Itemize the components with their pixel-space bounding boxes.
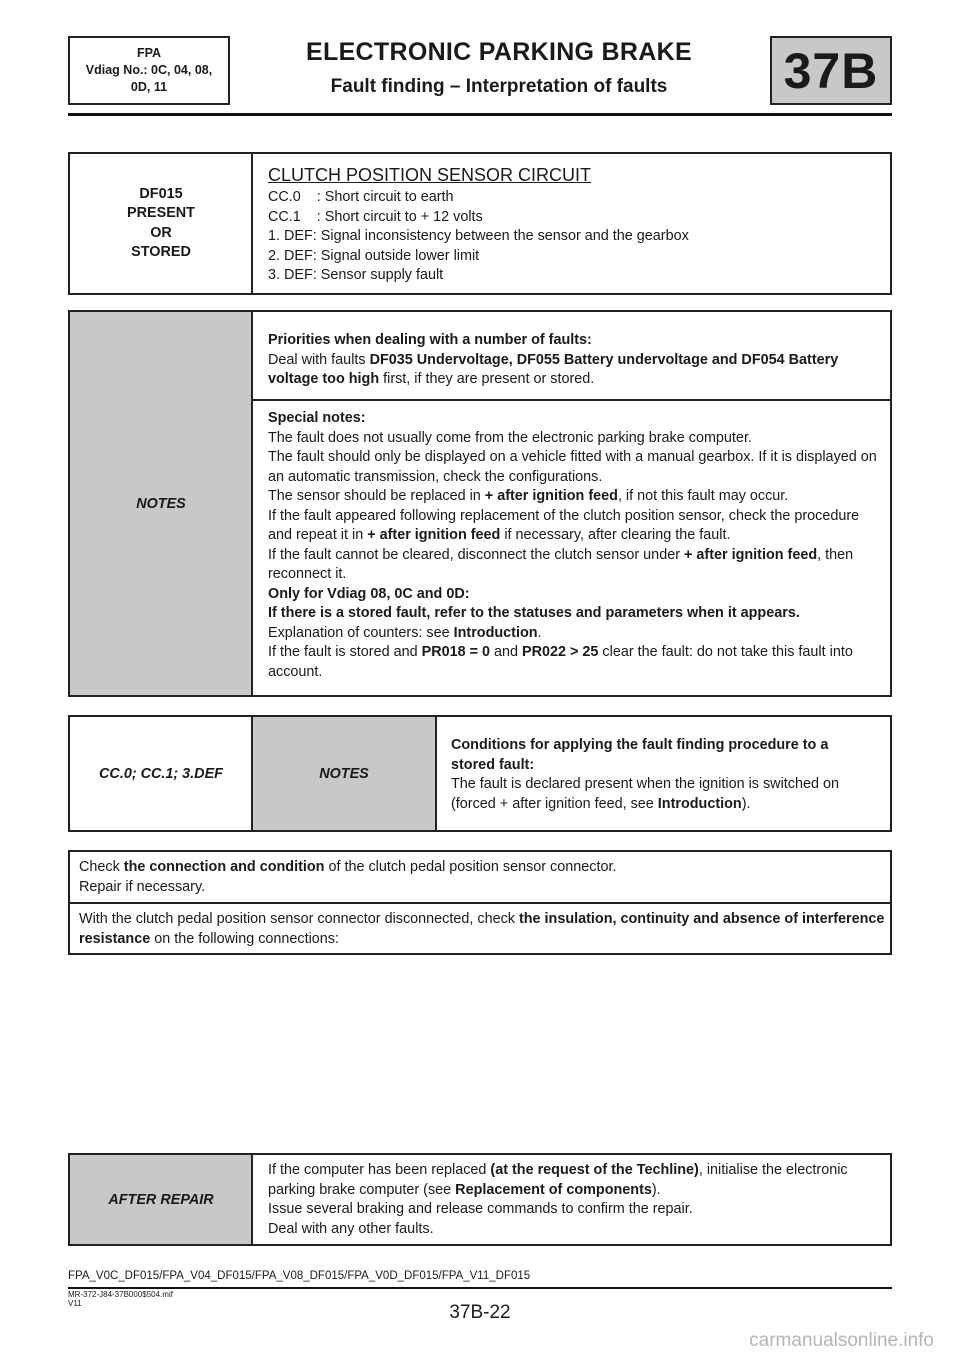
special-note: The fault does not usually come from the electronic parking brake computer. bbox=[268, 429, 752, 446]
text: , then reconnect it. bbox=[268, 546, 854, 582]
text: ). bbox=[741, 795, 751, 812]
special-note bbox=[268, 624, 878, 644]
text: With the clutch pedal position sensor connector disconnected, check bbox=[79, 911, 519, 927]
notes-divider bbox=[251, 312, 253, 695]
section-code: 37B bbox=[783, 42, 879, 99]
conditions-heading: Conditions for applying the fault finding procedure to a stored fault: bbox=[451, 737, 829, 773]
priorities-text bbox=[268, 351, 878, 390]
vehicle-code: FPA bbox=[136, 46, 162, 60]
text: . bbox=[537, 624, 542, 641]
bold-text: the connection and condition bbox=[123, 859, 325, 875]
after-repair-divider bbox=[251, 1155, 253, 1244]
bold-text: (at the request of the Techline) bbox=[490, 1162, 699, 1178]
conditions-codes: CC.0; CC.1; 3.DEF bbox=[99, 765, 223, 782]
conditions-codes-cell bbox=[70, 717, 252, 830]
text: If the computer has been replaced bbox=[268, 1162, 491, 1178]
special-note bbox=[268, 546, 878, 585]
notes-box bbox=[68, 310, 892, 697]
fault-id: DF015 bbox=[139, 185, 183, 202]
fault-line: 1. DEF: Signal inconsistency between the sensor and the gearbox bbox=[268, 228, 689, 244]
bold-text: Introduction bbox=[657, 795, 742, 812]
priorities-heading: Priorities when dealing with a number of faults: bbox=[268, 332, 592, 348]
after-repair-text bbox=[268, 1161, 878, 1239]
after-repair-label: AFTER REPAIR bbox=[108, 1191, 214, 1208]
fault-line: CC.0 : Short circuit to earth bbox=[268, 189, 454, 205]
fault-id-cell bbox=[70, 154, 252, 293]
priorities-section bbox=[268, 331, 878, 390]
check-line bbox=[79, 858, 879, 878]
special-note bbox=[268, 643, 878, 682]
after-repair-line: Issue several braking and release commands to confirm the repair. bbox=[268, 1201, 693, 1217]
special-note bbox=[268, 487, 878, 507]
notes-row-divider bbox=[253, 399, 890, 401]
text: The sensor should be replaced in bbox=[268, 488, 485, 504]
bold-text: Introduction bbox=[453, 624, 538, 641]
footer-reference: FPA_V0C_DF015/FPA_V04_DF015/FPA_V08_DF015/FPA_V0D_DF015/FPA_V11_DF015 bbox=[68, 1270, 531, 1282]
text: of the clutch pedal position sensor connector. bbox=[324, 859, 617, 875]
fault-line: 2. DEF: Signal outside lower limit bbox=[268, 247, 480, 264]
conditions-body bbox=[451, 775, 871, 814]
notes-label-cell bbox=[70, 312, 252, 695]
special-note: If there is a stored fault, refer to the statuses and parameters when it appears. bbox=[268, 605, 800, 621]
section-code-box bbox=[770, 36, 892, 105]
footer-doc-id: MR-372-J84-37B000$504.mif bbox=[68, 1290, 173, 1299]
footer-rule bbox=[68, 1287, 892, 1289]
fault-line: CC.1 : Short circuit to + 12 volts bbox=[268, 208, 483, 225]
bold-text: PR022 > 25 bbox=[522, 644, 599, 660]
after-repair-box bbox=[68, 1153, 892, 1246]
text: on the following connections: bbox=[150, 930, 340, 947]
text: If the fault is stored and bbox=[268, 644, 422, 660]
check-line: Repair if necessary. bbox=[79, 878, 206, 895]
page-number: 37B-22 bbox=[449, 1302, 511, 1323]
bold-text: the insulation, continuity and absence of interference resistance bbox=[79, 911, 885, 947]
notes-label: NOTES bbox=[136, 495, 186, 512]
text: ). bbox=[651, 1181, 661, 1198]
after-repair-label-cell bbox=[70, 1155, 252, 1244]
text: , if not this fault may occur. bbox=[617, 488, 789, 504]
priorities-post: first, if they are present or stored. bbox=[379, 371, 595, 387]
check-insulation bbox=[79, 910, 885, 949]
fault-description bbox=[268, 164, 878, 286]
vdiag-line-2: 0D, 11 bbox=[130, 80, 168, 94]
page-subtitle: Fault finding – Interpretation of faults bbox=[330, 76, 668, 97]
footer-version: V11 bbox=[68, 1299, 82, 1308]
fault-box bbox=[68, 152, 892, 295]
bold-text: + after ignition feed bbox=[684, 546, 818, 563]
vehicle-info-box bbox=[68, 36, 230, 105]
text: Explanation of counters: see bbox=[268, 624, 454, 641]
after-repair-line bbox=[268, 1161, 878, 1200]
text: If the fault cannot be cleared, disconnect the clutch sensor under bbox=[268, 546, 684, 563]
text: and bbox=[490, 644, 523, 660]
conditions-notes-label: NOTES bbox=[319, 765, 369, 782]
bold-text: + after ignition feed bbox=[367, 527, 501, 543]
conditions-text bbox=[451, 736, 871, 814]
header-rule bbox=[68, 113, 892, 116]
text: , initialise the electronic parking brake computer (see bbox=[268, 1162, 848, 1198]
checks-box bbox=[68, 850, 892, 955]
fault-status-or: OR bbox=[150, 224, 172, 241]
bold-text: Replacement of components bbox=[455, 1181, 652, 1198]
fault-divider bbox=[251, 154, 253, 293]
after-repair-line: Deal with any other faults. bbox=[268, 1220, 434, 1237]
priorities-pre: Deal with faults bbox=[268, 351, 370, 368]
special-note: Only for Vdiag 08, 0C and 0D: bbox=[268, 585, 470, 602]
check-connection bbox=[79, 858, 879, 897]
fault-title: CLUTCH POSITION SENSOR CIRCUIT bbox=[268, 165, 592, 185]
bold-text: + after ignition feed bbox=[484, 488, 618, 504]
text: Check bbox=[79, 859, 124, 875]
text: If the fault appeared following replacement of the clutch position sensor, check the procedure and repeat it in bbox=[268, 507, 860, 543]
text: clear the fault: do not take this fault into account. bbox=[268, 644, 853, 680]
special-notes-section bbox=[268, 409, 878, 682]
page-title: ELECTRONIC PARKING BRAKE bbox=[306, 38, 692, 66]
watermark: carmanualsonline.info bbox=[749, 1330, 934, 1351]
text: The fault is declared present when the ignition is switched on (forced + after ignition feed, see bbox=[451, 776, 839, 812]
text: if necessary, after clearing the fault. bbox=[500, 527, 731, 543]
special-heading: Special notes: bbox=[268, 410, 366, 426]
special-note bbox=[268, 507, 878, 546]
priorities-faults: DF035 Undervoltage, DF055 Battery undervoltage and DF054 Battery voltage too high bbox=[268, 351, 839, 387]
conditions-notes-cell bbox=[253, 717, 435, 830]
vdiag-line: Vdiag No.: 0C, 04, 08, bbox=[85, 63, 213, 77]
fault-status-stored: STORED bbox=[131, 244, 191, 260]
bold-text: PR018 = 0 bbox=[421, 644, 490, 660]
conditions-divider-2 bbox=[435, 717, 437, 830]
checks-row-divider bbox=[70, 902, 890, 904]
fault-status-present: PRESENT bbox=[127, 205, 195, 221]
conditions-box bbox=[68, 715, 892, 832]
fault-line: 3. DEF: Sensor supply fault bbox=[268, 267, 444, 283]
special-note: The fault should only be displayed on a vehicle fitted with a manual gearbox. If it is displayed on an automatic transmission, check the configurations. bbox=[268, 449, 877, 485]
